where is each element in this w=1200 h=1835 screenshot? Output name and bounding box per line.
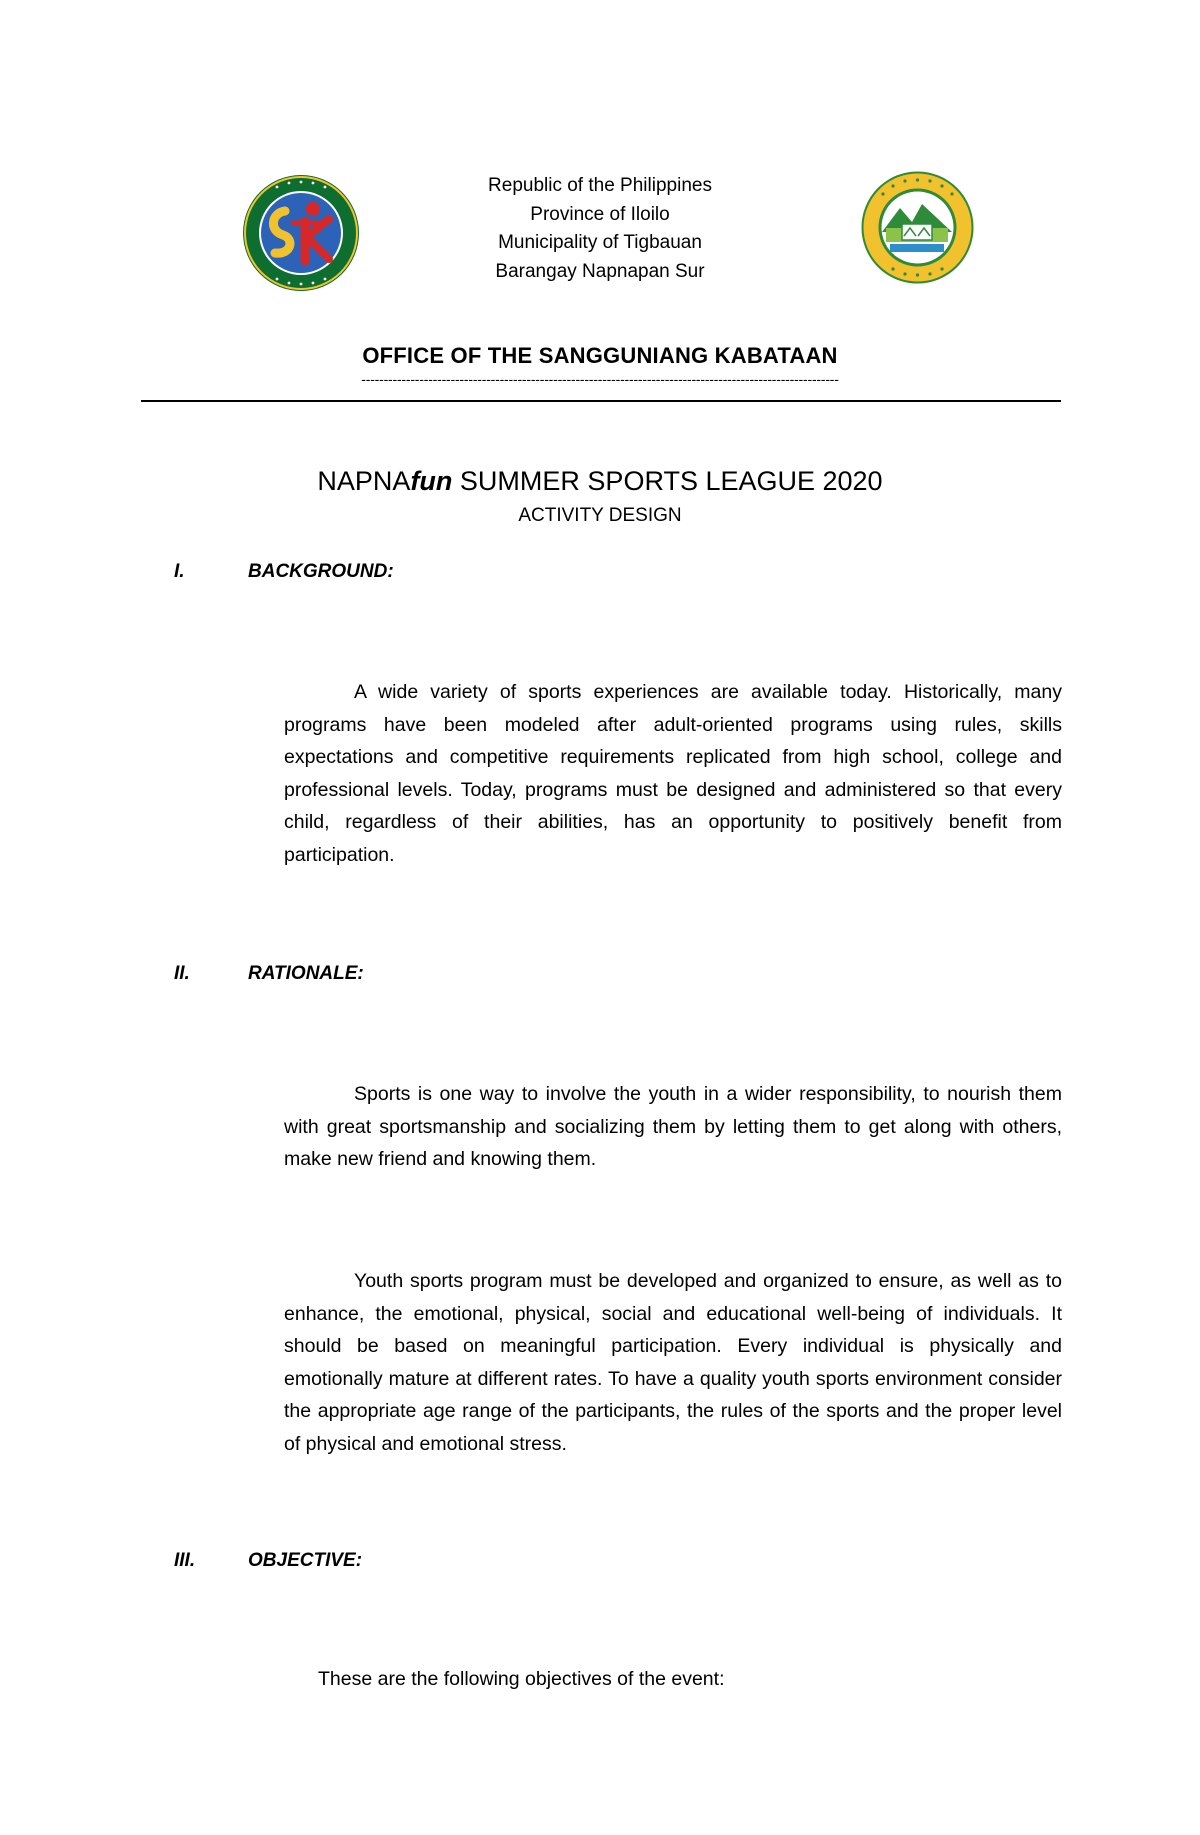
section-title-objective: OBJECTIVE:	[248, 1550, 363, 1571]
sangguniang-kabataan-seal	[241, 173, 361, 293]
section-number-rationale: II.	[174, 963, 190, 984]
barangay-napnapan-sur-seal	[860, 170, 975, 285]
government-header	[400, 172, 800, 286]
header-line-municipality: Municipality of Tigbauan	[498, 232, 702, 253]
section-number-background: I.	[174, 561, 185, 582]
section-number-objective: III.	[174, 1550, 196, 1571]
rationale-paragraph-1: Sports is one way to involve the youth in a wider responsibility, to nourish them with great sportsmanship and socializing them by letting them to get along with others, make new friend and knowing them.	[284, 1083, 1062, 1170]
title-italic-fun: fun	[410, 466, 453, 496]
title-prefix: NAPNA	[317, 466, 411, 496]
document-subtitle: ACTIVITY DESIGN	[518, 505, 682, 526]
document-title	[200, 466, 1000, 497]
background-paragraph: A wide variety of sports experiences are available today. Historically, many programs have been modeled after adult-oriented programs using rules, skills expectations and competitive requirements replicated from high school, college and professional levels. Today, programs must be designed and administered so that every child, regardless of their abilities, has an opportunity to positively benefit from participation.	[284, 681, 1062, 866]
header-line-barangay: Barangay Napnapan Sur	[495, 260, 705, 282]
rationale-paragraph-2: Youth sports program must be developed and organized to ensure, as well as to enhance, the emotional, physical, social and educational well-being of individuals. It should be based on meaningful participation. Every individual is physically and emotionally mature at different rates. To have a quality youth sports environment consider the appropriate age range of the participants, the rules of the sports and the proper level of physical and emotional stress.	[284, 1270, 1062, 1455]
title-rest: SUMMER SPORTS LEAGUE 2020	[452, 466, 883, 496]
objective-intro: These are the following objectives of the event:	[318, 1668, 725, 1690]
header-line-province: Province of Iloilo	[530, 203, 670, 225]
section-title-background: BACKGROUND:	[248, 561, 394, 582]
office-title: OFFICE OF THE SANGGUNIANG KABATAAN	[362, 343, 838, 368]
section-title-rationale: RATIONALE:	[248, 963, 364, 984]
horizontal-rule	[141, 400, 1061, 402]
header-line-republic: Republic of the Philippines	[488, 175, 712, 196]
dashed-divider: -----------------------------------------------------------------------------------------------------------	[361, 371, 839, 387]
